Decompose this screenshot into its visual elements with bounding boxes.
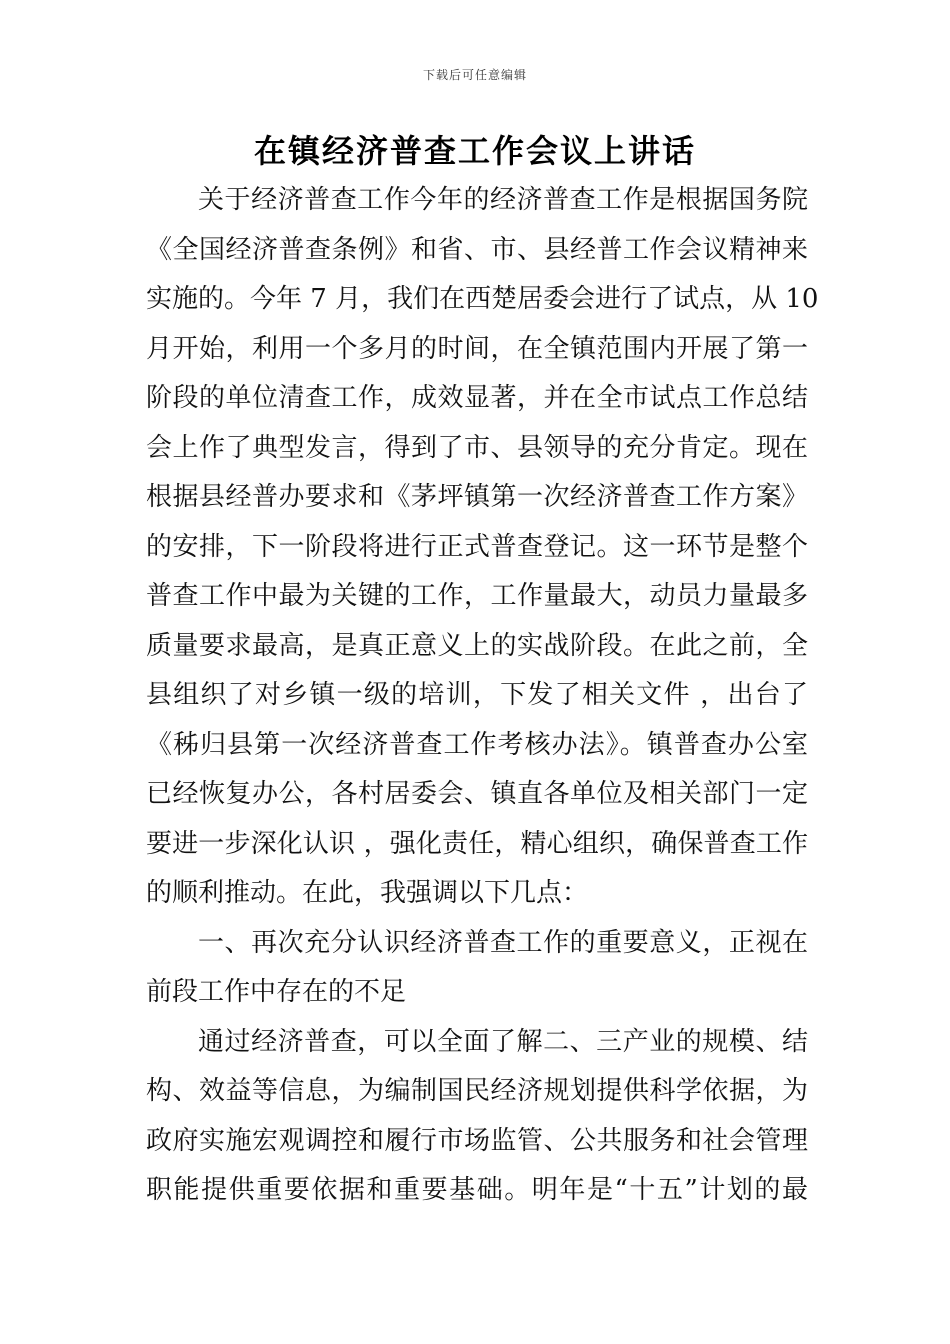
text-line: 政府实施宏观调控和履行市场监管、公共服务和社会管理 [146,1125,808,1156]
text-line: 普查工作中最为关键的工作，工作量最大，动员力量最多 [146,581,808,611]
text-line: 月开始，利用一个多月的时间，在全镇范围内开展了第一 [146,333,808,364]
header-note: 下载后可任意编辑 [422,68,527,82]
text-line: 质量要求最高，是真正意义上的实战阶段。在此之前，全 [146,630,808,661]
text-line: 关于经济普查工作今年的经济普查工作是根据国务院 [198,185,808,215]
text-line: 会上作了典型发言，得到了市、县领导的充分肯定。现在 [146,432,808,463]
text-line: 阶段的单位清查工作，成效显著，并在全市试点工作总结 [146,383,808,413]
text-line: 的顺利推动。在此，我强调以下几点： [146,878,589,908]
text-line: 通过经济普查，可以全面了解二、三产业的规模、结 [198,1026,808,1057]
text-line: 已经恢复办公，各村居委会、镇直各单位及相关部门一定 [146,779,808,809]
body-text [146,180,819,1220]
text-line: 的安排，下一阶段将进行正式普查登记。这一环节是整个 [146,531,808,562]
text-line: 根据县经普办要求和《茅坪镇第一次经济普查工作方案》 [146,482,808,512]
text-line: 构、效益等信息，为编制国民经济规划提供科学依据，为 [146,1076,808,1106]
text-line: 《全国经济普查条例》和省、市、县经普工作会议精神来 [146,234,808,265]
document-title: 在镇经济普查工作会议上讲话 [253,132,696,170]
text-line: 前段工作中存在的不足 [146,977,407,1007]
text-line: 一、再次充分认识经济普查工作的重要意义，正视在 [198,927,808,958]
text-line: 要进一步深化认识 ，强化责任，精心组织，确保普查工作 [146,828,808,859]
text-line: 县组织了对乡镇一级的培训，下发了相关文件 ，出台了 [146,680,808,710]
text-line: 职能提供重要依据和重要基础。明年是“十五”计划的最 [146,1175,808,1205]
text-line: 《秭归县第一次经济普查工作考核办法》。镇普查办公室 [146,729,808,760]
text-line: 实施的。今年 7 月，我们在西楚居委会进行了试点，从 10 [146,284,819,314]
